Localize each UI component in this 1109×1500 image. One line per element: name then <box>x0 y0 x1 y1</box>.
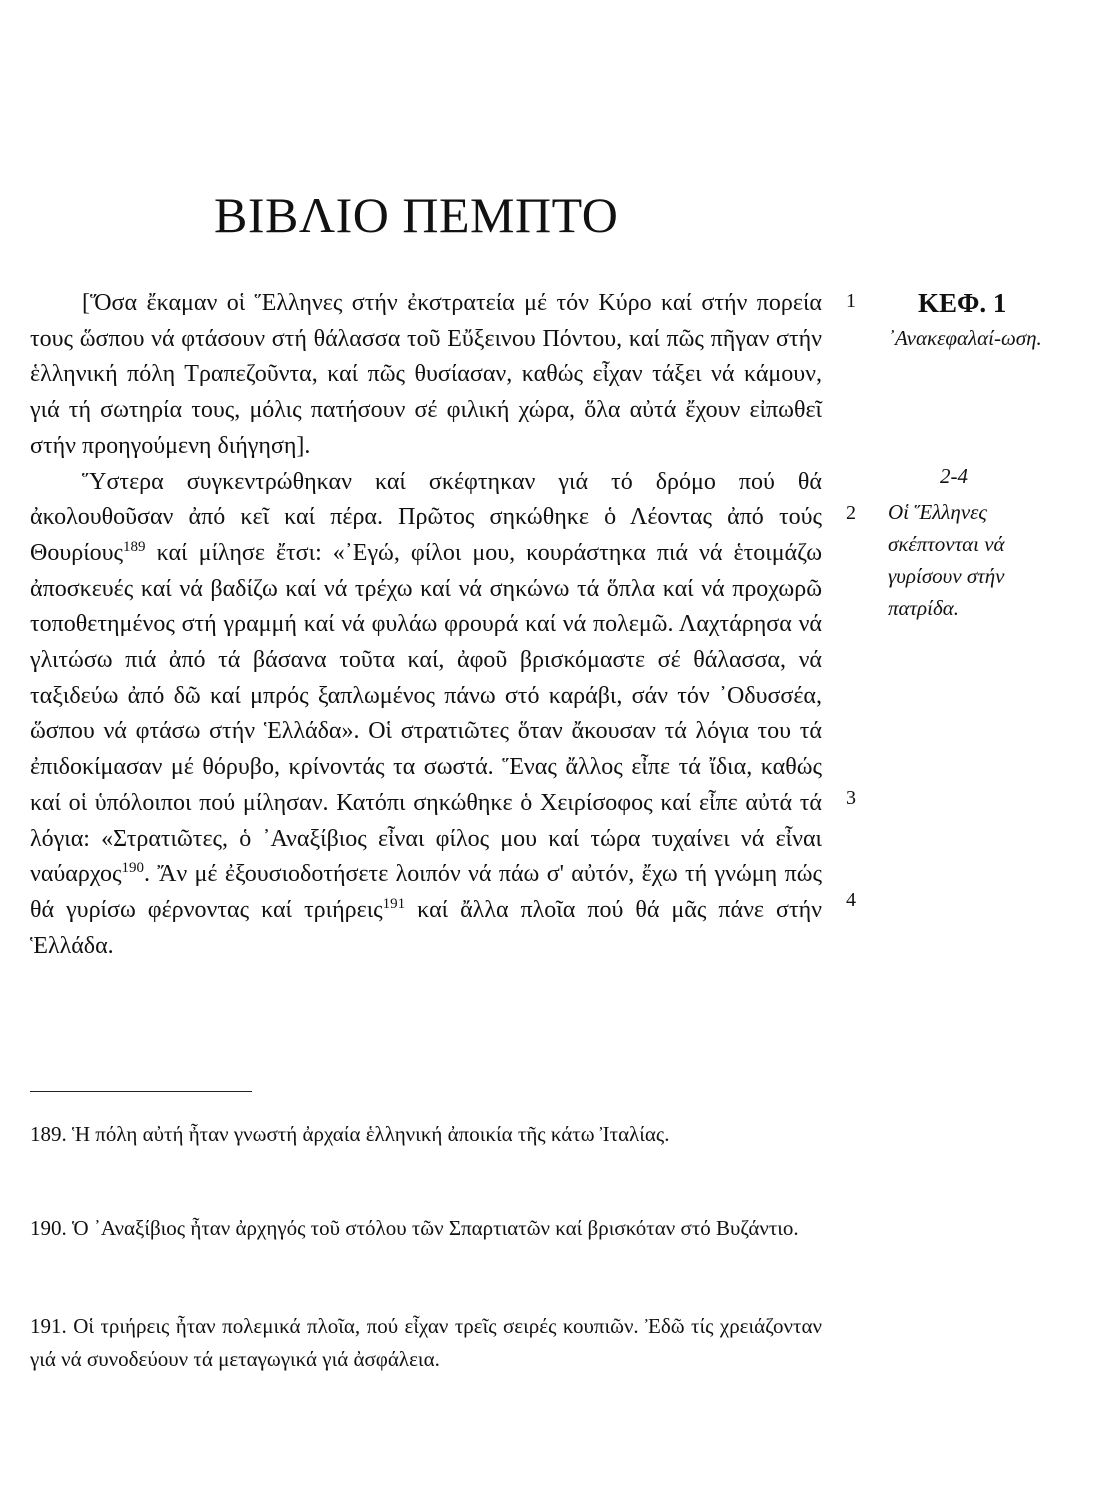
section-range: 2-4 <box>940 464 968 488</box>
footnote-ref-191: 191 <box>382 895 406 912</box>
footnote-191: 191. Οἱ τριήρεις ἦταν πολεμικά πλοῖα, πού εἶχαν τρεῖς σειρές κουπιῶν. Ἐδῶ τίς χρειάζονταν γιά νά συνοδεύουν τά μεταγωγικά γιά ἀσφάλεια. <box>30 1314 822 1371</box>
footnote-ref-190: 190 <box>121 860 144 877</box>
margin-number-3: 3 <box>846 787 856 809</box>
paragraph-text: . Ἄν μέ ἐξουσιοδοτήσετε λοιπόν νά πάω σ' αὐτόν, ἔχω τή γνώμη πώς θά γυρίσω φέρνοντας καί τριήρεις <box>30 861 822 923</box>
footnote-divider <box>30 1091 252 1092</box>
footnote-ref-189: 189 <box>123 538 146 555</box>
book-title: ΒΙΒΛΙΟ ΠΕΜΠΤΟ <box>214 187 619 243</box>
chapter-heading: ΚΕΦ. 1 <box>918 288 1007 318</box>
footnote-190: 190. Ὁ ᾿Αναξίβιος ἦταν ἀρχηγός τοῦ στόλου τῶν Σπαρτιατῶν καί βρισκόταν στό Βυζάντιο. <box>30 1216 799 1240</box>
margin-number-2: 2 <box>846 502 856 524</box>
main-text <box>30 286 822 964</box>
margin-number-1: 1 <box>846 290 856 312</box>
section-range-note: Οἱ Ἕλληνες σκέπτονται νά γυρίσουν στήν πατρίδα. <box>888 500 1005 620</box>
paragraph-text: Ὕστερα συγκεντρώθηκαν καί σκέφτηκαν γιά τό δρόμο πού θά ἀκολουθοῦσαν ἀπό κεῖ καί πέρα. Πρῶτος σηκώθηκε ὁ Λέοντας ἀπό τούς Θουρίους <box>30 468 822 566</box>
footnote-189: 189. Ἡ πόλη αὐτή ἦταν γνωστή ἀρχαία ἑλληνική ἀποικία τῆς κάτω Ἰταλίας. <box>30 1122 670 1146</box>
margin-number-4: 4 <box>846 889 856 911</box>
chapter-note: ᾿Ανακεφαλαί-ωση. <box>888 326 1042 350</box>
paragraph-text: καί μίλησε ἔτσι: «᾿Εγώ, φίλοι μου, κουράστηκα πιά νά ἑτοιμάζω ἀποσκευές καί νά βαδίζω καί νά τρέχω καί νά σηκώνω τά ὅπλα καί νά προχωρῶ τοποθετημένος στή γραμμή καί νά φυλάω φρουρά καί νά πολεμῶ. Λαχτάρησα νά γλιτώσω πιά ἀπό τά βάσανα τοῦτα καί, ἀφοῦ βρισκόμαστε σέ θάλασσα, νά ταξιδεύω ἀπό δῶ καί μπρός ξαπλωμένος πάνω στό καράβι, σάν τόν ᾿Οδυσσέα, ὥσπου νά φτάσω στήν Ἑλλάδα». Οἱ στρατιῶτες ὅταν ἄκουσαν τά λόγια του τά ἐπιδοκίμασαν μέ θόρυβο, κρίνοντάς τα σωστά. Ἕνας ἄλλος εἶπε τά ἴδια, καθώς καί οἱ ὑπόλοιποι πού μίλησαν. Κατόπι σηκώθηκε ὁ Χειρίσοφος καί εἶπε αὐτά τά λόγια: «Στρατιῶτες, ὁ ᾿Αναξίβιος εἶναι φίλος μου καί τώρα τυχαίνει νά εἶναι ναύαρχος <box>30 539 822 888</box>
paragraph-text: καί ἄλλα πλοῖα πού θά μᾶς πάνε στήν Ἑλλάδα. <box>30 896 822 959</box>
paragraph-summary: [Ὅσα ἔκαμαν οἱ Ἕλληνες στήν ἐκστρατεία μέ τόν Κύρο καί στήν πορεία τους ὥσπου νά φτάσουν στή θάλασσα τοῦ Εὔξεινου Πόντου, καί πῶς πῆγαν στήν ἑλληνική πόλη Τραπεζοῦντα, καί πῶς θυσίασαν, καθώς εἶχαν τάξει νά κάμουν, γιά τή σωτηρία τους, μόλις πατήσουν σέ φιλική χώρα, ὅλα αὐτά ἔχουν εἰπωθεῖ στήν προηγούμενη διήγηση]. <box>30 290 822 459</box>
paragraph-assembly <box>30 465 822 965</box>
